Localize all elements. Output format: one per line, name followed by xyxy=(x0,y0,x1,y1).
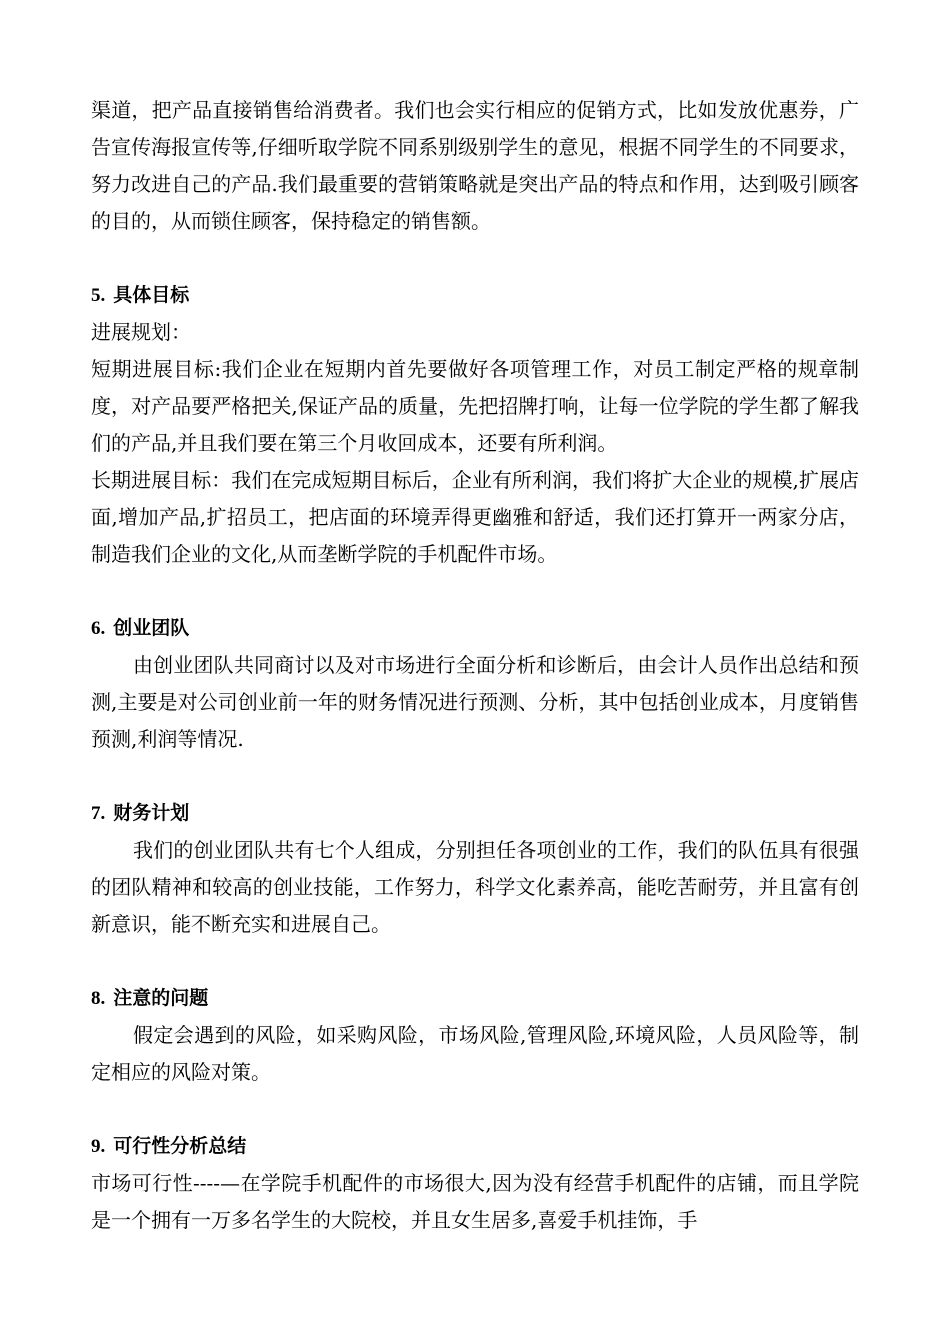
section-title: 注意的问题 xyxy=(113,987,209,1009)
section-title: 可行性分析总结 xyxy=(113,1135,247,1157)
section-feasibility xyxy=(91,1128,859,1239)
section-specific-goals xyxy=(91,277,859,573)
paragraph-financial: 我们的创业团队共有七个人组成，分别担任各项创业的工作，我们的队伍具有很强的团队精神和较高的创业技能，工作努力，科学文化素养高，能吃苦耐劳，并且富有创新意识，能不断充实和进展自己。 xyxy=(91,838,859,936)
section-number: 6. xyxy=(91,618,106,639)
paragraph-team: 由创业团队共同商讨以及对市场进行全面分析和诊断后，由会计人员作出总结和预测,主要是对公司创业前一年的财务情况进行预测、分析，其中包括创业成本，月度销售预测,利润等情况. xyxy=(91,653,859,751)
section-heading xyxy=(91,1128,859,1165)
paragraph-long-term: 长期进展目标：我们在完成短期目标后，企业有所利润，我们将扩大企业的规模,扩展店面,增加产品,扩招员工，把店面的环境弄得更幽雅和舒适，我们还打算开一两家分店，制造我们企业的文化,从而垄断学院的手机配件市场。 xyxy=(91,468,859,566)
paragraph-market-feasibility: 市场可行性----—在学院手机配件的市场很大,因为没有经营手机配件的店铺，而且学院是一个拥有一万多名学生的大院校，并且女生居多,喜爱手机挂饰，手 xyxy=(91,1171,859,1232)
section-title: 创业团队 xyxy=(113,617,190,639)
intro-paragraph: 渠道，把产品直接销售给消费者。我们也会实行相应的促销方式，比如发放优惠券，广告宣传海报宣传等,仔细听取学院不同系别级别学生的意见，根据不同学生的不同要求，努力改进自己的产品.我们最重要的营销策略就是突出产品的特点和作用，达到吸引顾客的目的，从而锁住顾客，保持稳定的销售额。 xyxy=(91,98,859,233)
section-number: 8. xyxy=(91,988,106,1009)
document-page xyxy=(91,92,859,1239)
paragraph-plan-label: 进展规划： xyxy=(91,320,191,344)
section-heading xyxy=(91,980,859,1017)
section-title: 财务计划 xyxy=(113,802,190,824)
section-financial-plan xyxy=(91,795,859,943)
section-number: 9. xyxy=(91,1136,106,1157)
section-number: 5. xyxy=(91,285,106,306)
paragraph-short-term: 短期进展目标:我们企业在短期内首先要做好各项管理工作，对员工制定严格的规章制度，对产品要严格把关,保证产品的质量，先把招牌打响，让每一位学院的学生都了解我们的产品,并且我们要在第三个月收回成本，还要有所利润。 xyxy=(91,357,859,455)
section-title: 具体目标 xyxy=(113,284,190,306)
section-heading xyxy=(91,795,859,832)
section-heading xyxy=(91,610,859,647)
section-number: 7. xyxy=(91,803,106,824)
section-notes xyxy=(91,980,859,1091)
paragraph-risks: 假定会遇到的风险，如采购风险，市场风险,管理风险,环境风险，人员风险等，制定相应的风险对策。 xyxy=(91,1023,859,1084)
section-heading xyxy=(91,277,859,314)
section-startup-team xyxy=(91,610,859,758)
